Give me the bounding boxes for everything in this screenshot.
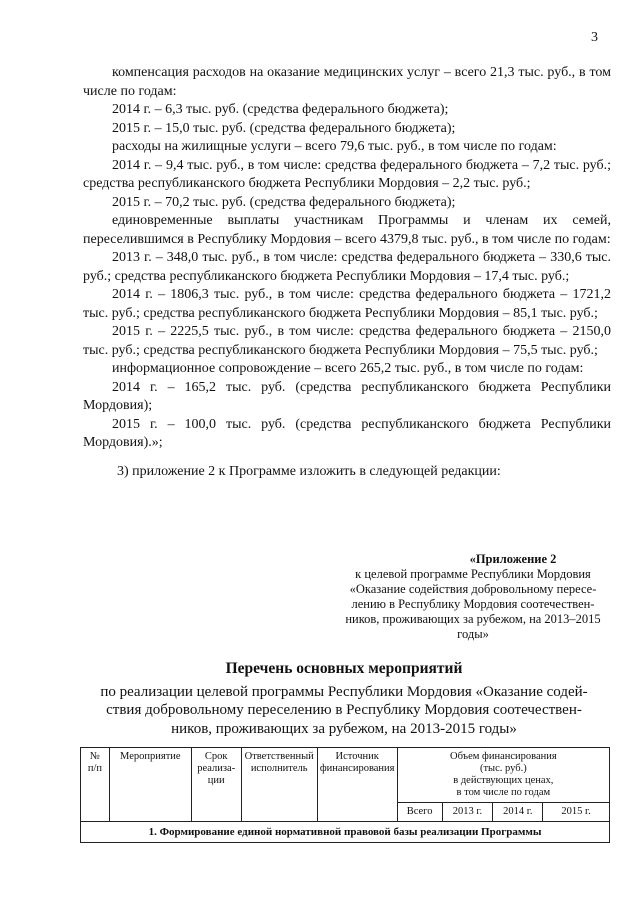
col-num-header: № п/п — [81, 748, 110, 822]
body-paragraph: единовременные выплаты участникам Программы и членам их семей, переселившимся в Республику Мордовия – всего 4379,8 тыс. руб., в том числе по годам: — [83, 213, 611, 247]
section-1-title: 1. Формирование единой нормативной правовой базы реализации Программы — [81, 822, 610, 843]
appendix-heading — [337, 552, 609, 642]
col-source-header: Источник финансирования — [317, 748, 397, 822]
body-paragraph: 2015 г. – 100,0 тыс. руб. (средства республиканского бюджета Республики Мордовия).»; — [83, 416, 611, 450]
appendix-line: годы» — [457, 627, 489, 641]
events-table — [80, 747, 610, 843]
col-total-header: Всего — [397, 803, 442, 822]
body-paragraph: 2014 г. – 9,4 тыс. руб., в том числе: средства федерального бюджета – 7,2 тыс. руб.; средства республиканского бюджета Республики Мордовия – 2,2 тыс. руб.; — [83, 157, 611, 191]
document-title — [80, 660, 608, 738]
item-3: 3) приложение 2 к Программе изложить в следующей редакции: — [117, 463, 501, 479]
body-paragraph: 2013 г. – 348,0 тыс. руб., в том числе: средства федерального бюджета – 330,6 тыс. руб.; средства республиканского бюджета Республики Мордовия – 17,4 тыс. руб.; — [83, 250, 611, 284]
body-paragraph: 2014 г. – 1806,3 тыс. руб., в том числе: средства федерального бюджета – 1721,2 тыс. руб.; средства республиканского бюджета Республики Мордовия – 85,1 тыс. руб.; — [83, 287, 611, 321]
body-paragraph: 2015 г. – 2225,5 тыс. руб., в том числе: средства федерального бюджета – 2150,0 тыс. руб.; средства республиканского бюджета Республики Мордовия – 75,5 тыс. руб.; — [83, 324, 611, 358]
col-volume-header: Объем финансирования (тыс. руб.) в действующих ценах, в том числе по годам — [397, 748, 609, 803]
col-event-header: Мероприятие — [109, 748, 191, 822]
body-paragraph: информационное сопровождение – всего 265,2 тыс. руб., в том числе по годам: — [112, 361, 584, 376]
body-paragraph: расходы на жилищные услуги – всего 79,6 тыс. руб., в том числе по годам: — [112, 139, 557, 154]
col-2014-header: 2014 г. — [493, 803, 543, 822]
appendix-line: ников, проживающих за рубежом, на 2013–2015 — [345, 612, 601, 626]
body-paragraph: компенсация расходов на оказание медицинских услуг – всего 21,3 тыс. руб., в том числе по годам: — [83, 65, 611, 99]
col-2015-header: 2015 г. — [543, 803, 610, 822]
body-text — [83, 64, 611, 481]
col-2013-header: 2013 г. — [442, 803, 493, 822]
paragraph-list — [83, 64, 611, 453]
table-header-row — [81, 748, 610, 803]
title-line: ствия добровольному переселению в Республику Мордовия соотечествен- — [106, 702, 582, 718]
body-paragraph: 2014 г. – 6,3 тыс. руб. (средства федерального бюджета); — [112, 102, 449, 117]
page-number: 3 — [591, 30, 598, 45]
appendix-title: «Приложение 2 — [469, 552, 557, 566]
col-responsible-header: Ответственный исполнитель — [241, 748, 317, 822]
title-main: Перечень основных мероприятий — [225, 660, 463, 677]
appendix-line: лению в Республику Мордовия соотечествен- — [351, 597, 595, 611]
body-paragraph: 2015 г. – 15,0 тыс. руб. (средства федерального бюджета); — [112, 120, 456, 136]
table-section-row — [81, 822, 610, 843]
title-line: по реализации целевой программы Республики Мордовия «Оказание содей- — [100, 683, 588, 700]
body-paragraph: 2014 г. – 165,2 тыс. руб. (средства республиканского бюджета Республики Мордовия); — [83, 379, 611, 413]
appendix-line: «Оказание содействия добровольному пересе- — [349, 582, 597, 596]
appendix-line: к целевой программе Республики Мордовия — [355, 567, 591, 581]
body-paragraph: 2015 г. – 70,2 тыс. руб. (средства федерального бюджета); — [112, 194, 456, 210]
col-term-header: Срок реализа- ции — [191, 748, 241, 822]
title-line: ников, проживающих за рубежом, на 2013-2015 годы» — [171, 720, 517, 737]
